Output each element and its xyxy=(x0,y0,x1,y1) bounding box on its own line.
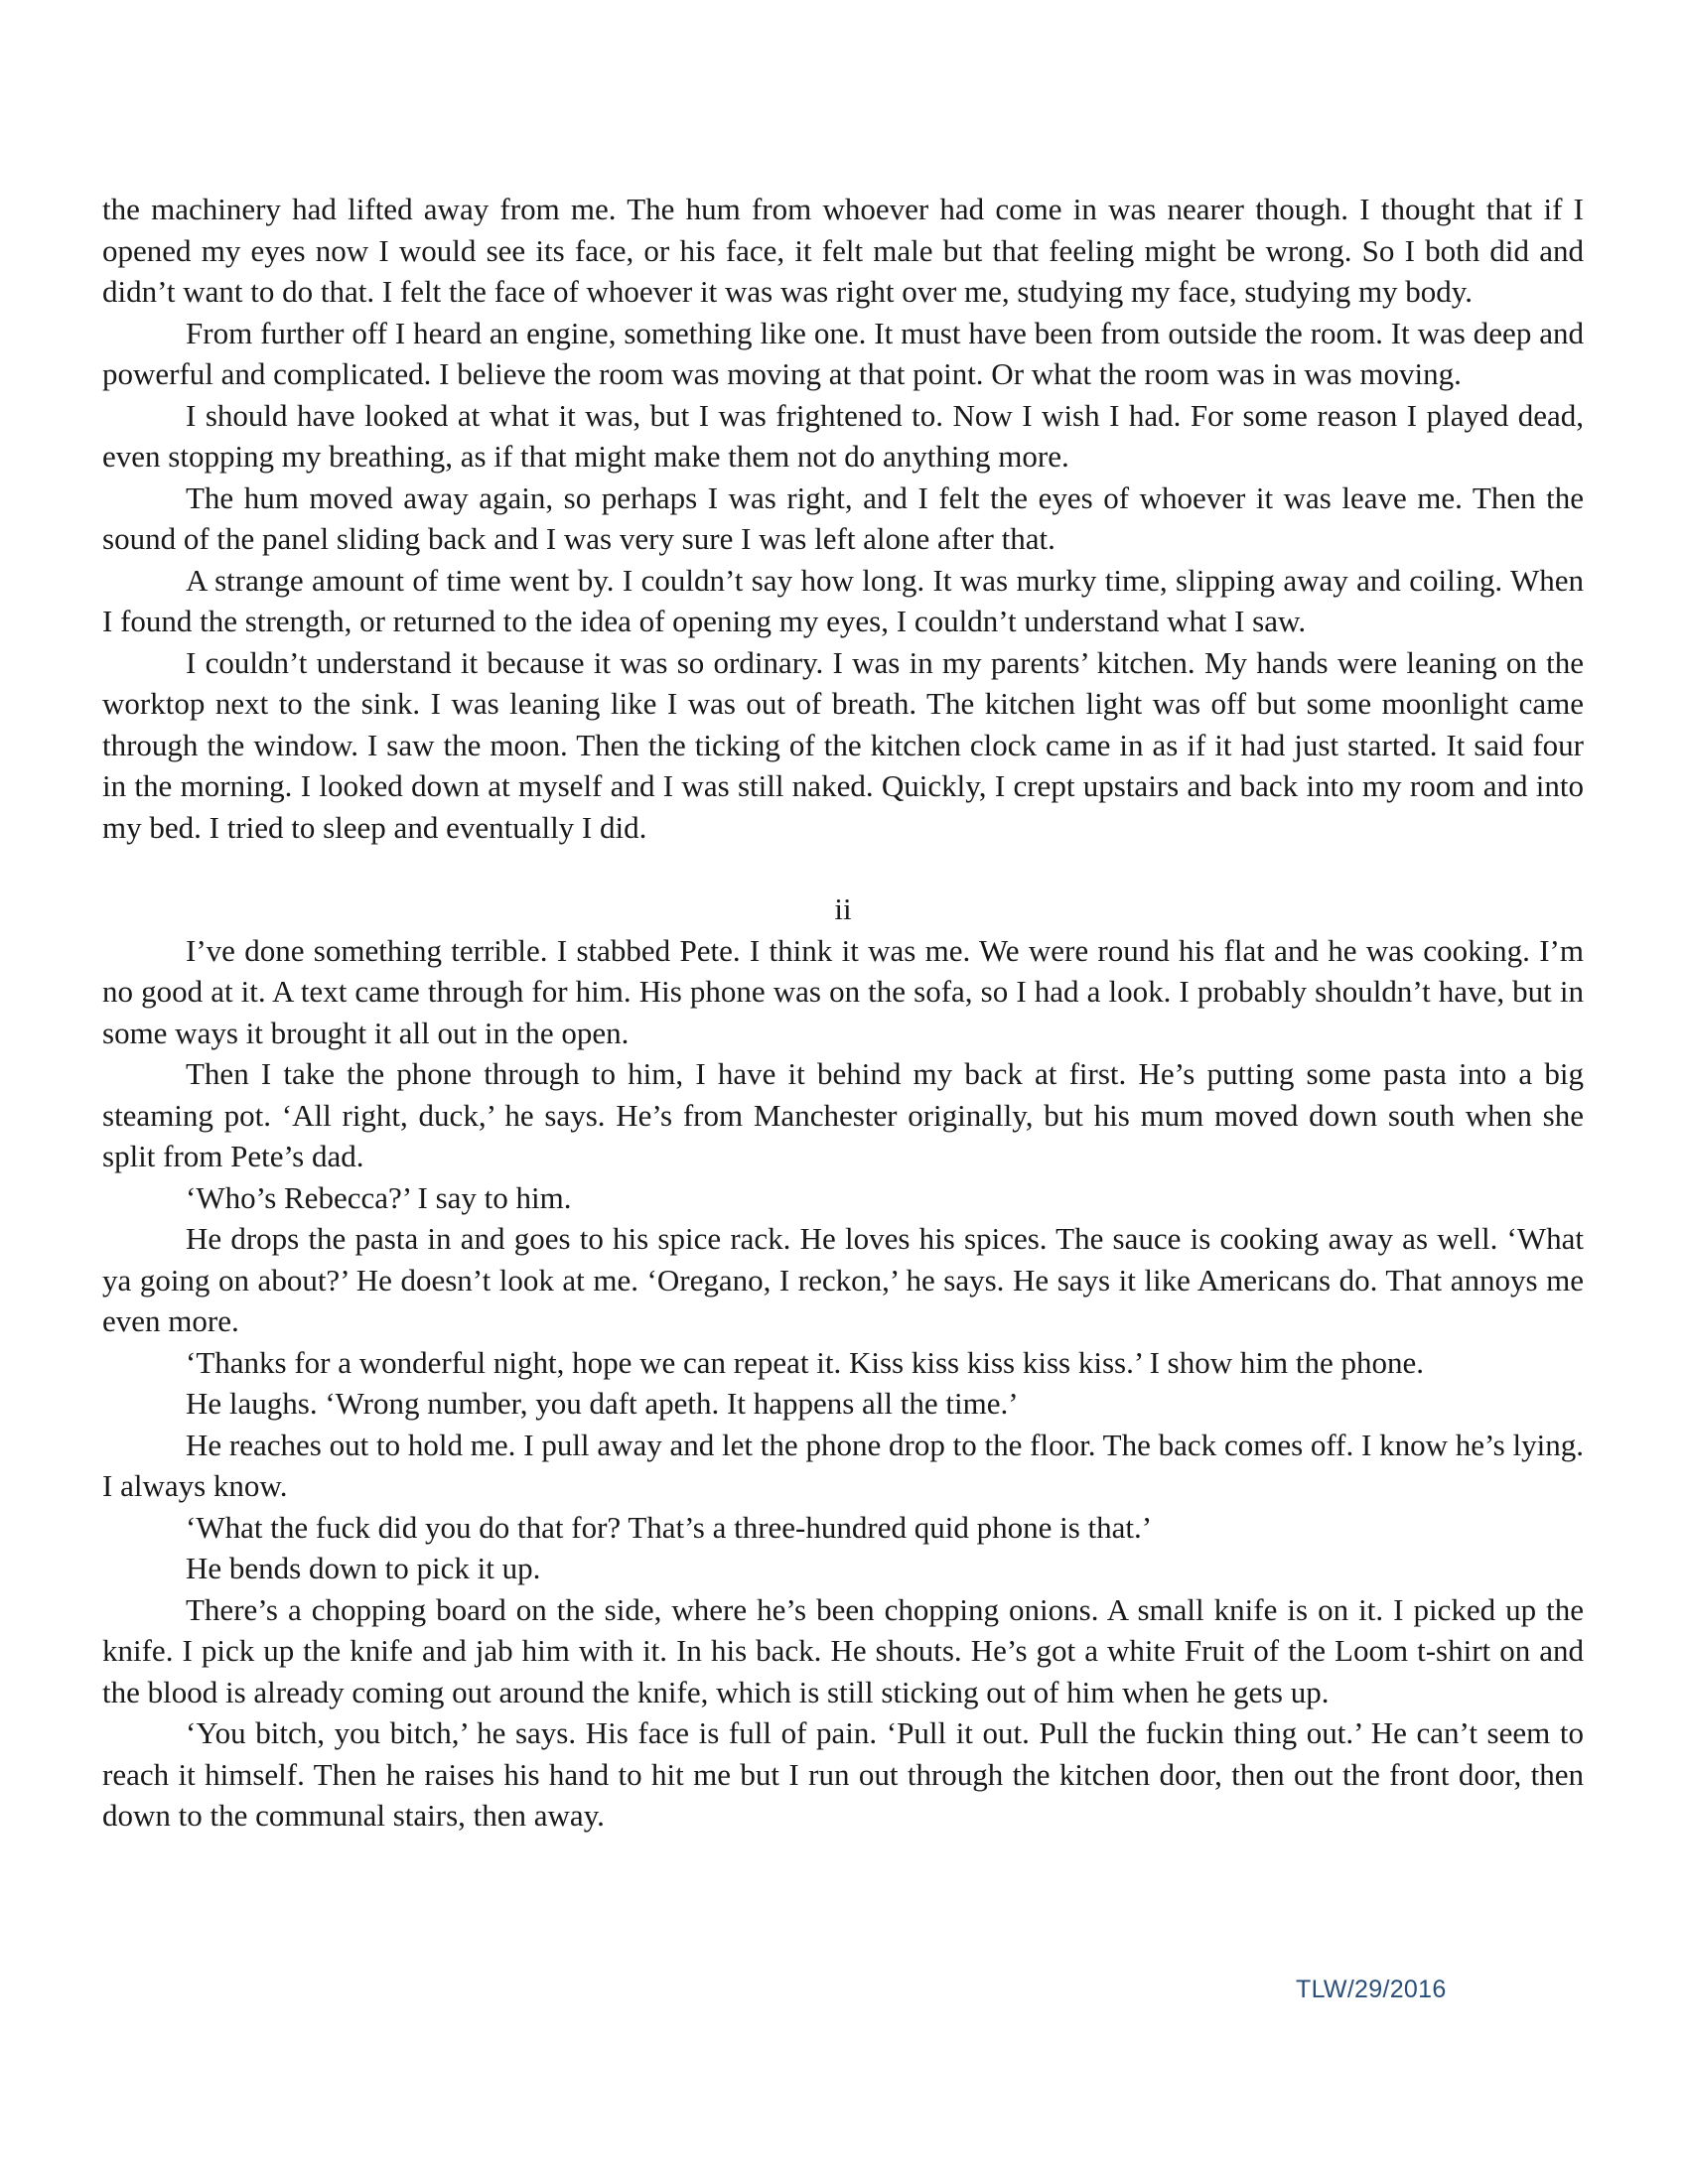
section-number: ii xyxy=(834,891,852,926)
paragraph: I should have looked at what it was, but I was frightened to. Now I wish I had. For some reason I played dead, even stopping my breathing, as if that might make them not do anything more. xyxy=(102,397,1584,474)
paragraph: He reaches out to hold me. I pull away and let the phone drop to the floor. The back comes off. I know he’s lying. I always know. xyxy=(102,1427,1584,1503)
paragraph: the machinery had lifted away from me. The hum from whoever had come in was nearer though. I thought that if I opened my eyes now I would see its face, or his face, it felt male but that feeling might be wrong. So I both did and didn’t want to do that. I felt the face of whoever it was was right over me, studying my face, studying my body. xyxy=(102,192,1584,309)
section-2 xyxy=(102,930,1584,1837)
paragraph: From further off I heard an engine, something like one. It must have been from outside the room. It was deep and powerful and complicated. I believe the room was moving at that point. Or what the room was in was moving. xyxy=(102,315,1584,391)
document-reference-code: TLW/29/2016 xyxy=(1296,1976,1447,2003)
paragraph: He laughs. ‘Wrong number, you daft apeth. It happens all the time.’ xyxy=(186,1386,1019,1421)
paragraph: The hum moved away again, so perhaps I was right, and I felt the eyes of whoever it was leave me. Then the sound of the panel sliding back and I was very sure I was left alone after that. xyxy=(102,479,1584,556)
paragraph: He drops the pasta in and goes to his spice rack. He loves his spices. The sauce is cooking away as well. ‘What ya going on about?’ He doesn’t look at me. ‘Oregano, I reckon,’ he says. He says it like Americans do. That annoys me even more. xyxy=(102,1221,1584,1338)
paragraph: ‘Thanks for a wonderful night, hope we can repeat it. Kiss kiss kiss kiss kiss.’ I show him the phone. xyxy=(186,1344,1424,1380)
paragraph: Then I take the phone through to him, I have it behind my back at first. He’s putting some pasta into a big steaming pot. ‘All right, duck,’ he says. He’s from Manchester originally, but his mum moved down south when she split from Pete’s dad. xyxy=(102,1056,1584,1173)
paragraph: I’ve done something terrible. I stabbed Pete. I think it was me. We were round his flat and he was cooking. I’m no good at it. A text came through for him. His phone was on the sofa, so I had a look. I probably shouldn’t have, but in some ways it brought it all out in the open. xyxy=(102,932,1584,1050)
paragraph: ‘You bitch, you bitch,’ he says. His face is full of pain. ‘Pull it out. Pull the fuckin thing out.’ He can’t seem to reach it himself. Then he raises his hand to hit me but I run out through the kitchen door, then out the front door, then down to the communal stairs, then away. xyxy=(102,1715,1584,1833)
paragraph: ‘What the fuck did you do that for? That’s a three-hundred quid phone is that.’ xyxy=(186,1509,1153,1545)
paragraph: I couldn’t understand it because it was so ordinary. I was in my parents’ kitchen. My hands were leaning on the worktop next to the sink. I was leaning like I was out of breath. The kitchen light was off but some moonlight came through the window. I saw the moon. Then the ticking of the kitchen clock came in as if it had just started. It said four in the morning. I looked down at myself and I was still naked. Quickly, I crept upstairs and back into my room and into my bed. I tried to sleep and eventually I did. xyxy=(102,644,1584,845)
paragraph: A strange amount of time went by. I couldn’t say how long. It was murky time, slipping away and coiling. When I found the strength, or returned to the idea of opening my eyes, I couldn’t understand what I saw. xyxy=(102,562,1584,638)
section-1 xyxy=(102,189,1584,848)
paragraph: ‘Who’s Rebecca?’ I say to him. xyxy=(186,1179,572,1215)
paragraph: There’s a chopping board on the side, where he’s been chopping onions. A small knife is on it. I picked up the knife. I pick up the knife and jab him with it. In his back. He shouts. He’s got a white Fruit of the Loom t-shirt on and the blood is already coming out around the knife, which is still sticking out of him when he gets up. xyxy=(102,1591,1584,1709)
paragraph: He bends down to pick it up. xyxy=(186,1551,541,1585)
document-body xyxy=(102,189,1584,1837)
